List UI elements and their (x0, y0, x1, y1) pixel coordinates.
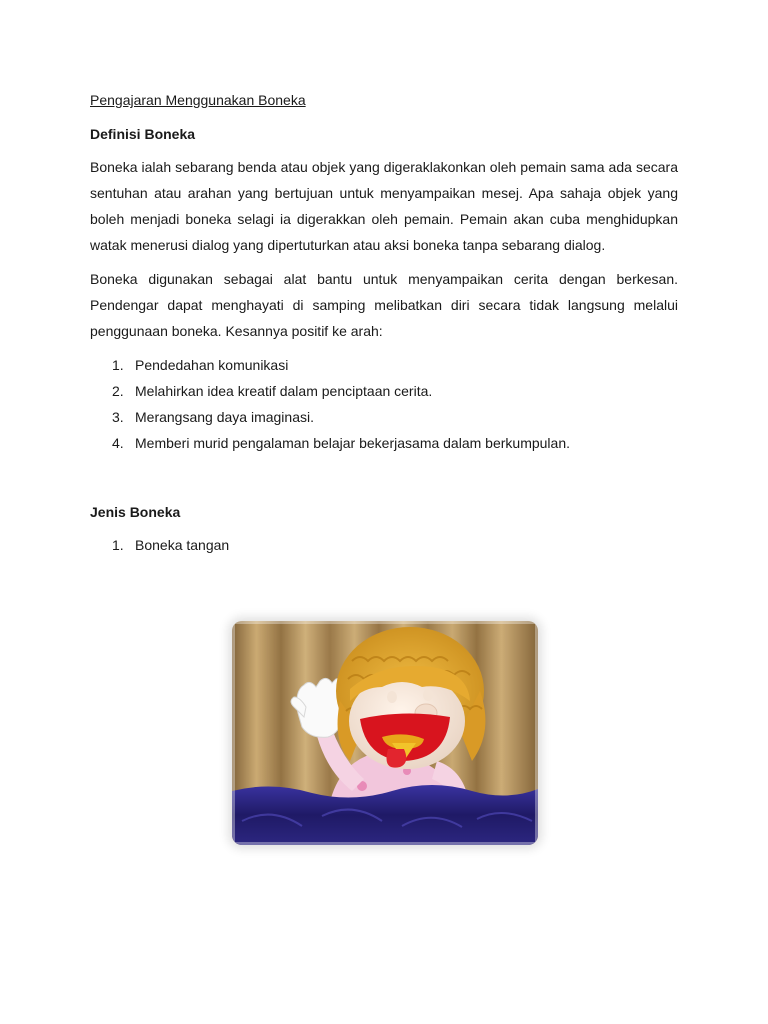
document-title: Pengajaran Menggunakan Boneka (90, 92, 306, 108)
section-spacer (90, 456, 678, 502)
list-item-text: Boneka tangan (135, 537, 230, 553)
list-number: 3. (112, 409, 124, 425)
list-number: 1. (112, 357, 124, 373)
benefits-list (90, 352, 678, 456)
list-item-text: Pendedahan komunikasi (135, 357, 289, 373)
list-number: 4. (112, 435, 124, 451)
list-item (90, 352, 678, 378)
list-item (90, 404, 678, 430)
document-page (90, 90, 678, 558)
list-item-text: Merangsang daya imaginasi. (135, 409, 314, 425)
list-item (90, 430, 678, 456)
list-item-text: Memberi murid pengalaman belajar bekerjasama dalam berkumpulan. (135, 435, 570, 451)
hand-puppet-illustration (232, 621, 538, 845)
section-heading-definisi: Definisi Boneka (90, 126, 196, 142)
types-list (90, 532, 678, 558)
hand-puppet-photo (232, 621, 538, 845)
list-number: 2. (112, 383, 124, 399)
paragraph-usage: Boneka digunakan sebagai alat bantu untuk menyampaikan cerita dengan berkesan. Pendengar dapat menghayati di samping melibatkan diri secara tidak langsung melalui penggunaan boneka. Kesannya positif ke arah: (90, 271, 678, 339)
section-heading-jenis: Jenis Boneka (90, 504, 181, 520)
paragraph-definition: Boneka ialah sebarang benda atau objek yang digeraklakonkan oleh pemain sama ada secara sentuhan atau arahan yang bertujuan untuk menyampaikan mesej. Apa sahaja objek yang boleh menjadi boneka selagi ia digerakkan oleh pemain. Pemain akan cuba menghidupkan watak menerusi dialog yang dipertuturkan atau aksi boneka tanpa sebarang dialog. (90, 159, 678, 253)
list-item (90, 532, 678, 558)
list-item-text: Melahirkan idea kreatif dalam penciptaan cerita. (135, 383, 433, 399)
list-number: 1. (112, 537, 124, 553)
list-item (90, 378, 678, 404)
